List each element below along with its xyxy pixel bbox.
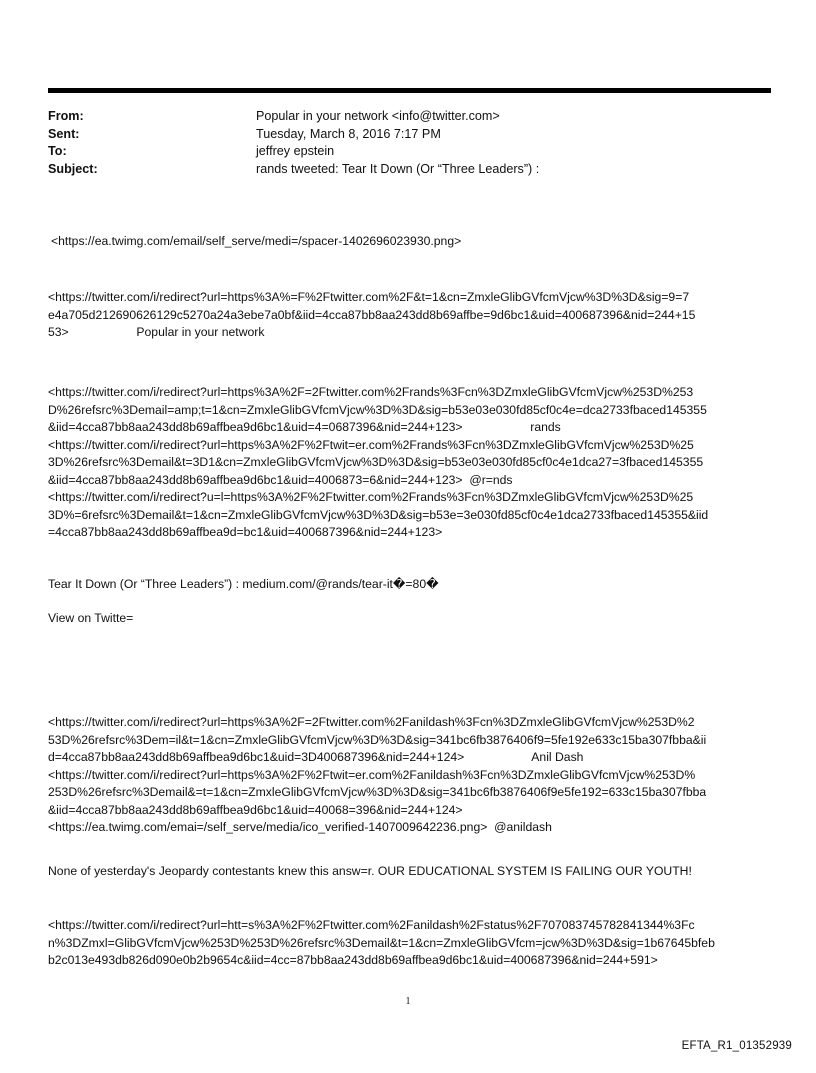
to-label: To:	[48, 144, 67, 158]
anildash-line: &iid=4cca87bb8aa243dd8b69affbea9d6bc1&uid=40068=396&nid=244+124>	[48, 802, 463, 817]
status-line: n%3DZmxl=GlibGVfcmVjcw%253D%253D%26refsrc%3Demail&t=1&cn=ZmxleGlibGVfcm=jcw%3D%3D&sig=1b67645bfeb	[48, 935, 715, 950]
subject-value: rands tweeted: Tear It Down (Or “Three Leaders”) :	[256, 161, 540, 176]
sent-value: Tuesday, March 8, 2016 7:17 PM	[256, 126, 441, 141]
rands-line: <https://twitter.com/i/redirect?url=https%3A%2F%2Ftwit=er.com%2Frands%3Fcn%3DZmxleGlibGVfcmVjcw%253D%25	[48, 437, 694, 452]
view-on-twitter-link: View on Twitte=	[48, 611, 134, 625]
email-header	[48, 108, 771, 178]
anildash-line: 253D%26refsrc%3Demail&=t=1&cn=ZmxleGlibGVfcmVjcw%3D%3D&sig=341bc6fb3876406f9e5fe192=633c15ba307fbba	[48, 785, 707, 799]
from-value: Popular in your network <info@twitter.com>	[256, 109, 500, 123]
header-divider	[48, 88, 771, 93]
subject-row	[48, 161, 771, 179]
spacer-link	[51, 233, 781, 251]
from-row	[48, 108, 771, 126]
anildash-line: d=4cca87bb8aa243dd8b69affbea9d6bc1&uid=3D400687396&nid=244+124> Anil Dash	[48, 750, 584, 764]
rands-line: &iid=4cca87bb8aa243dd8b69affbea9d6bc1&uid=4006873=6&nid=244+123> @r=nds	[48, 472, 513, 487]
rands-line: <https://twitter.com/i/redirect?url=https%3A%2F=2Ftwitter.com%2Frands%3Fcn%3DZmxleGlibGVfcmVjcw%253D%253	[48, 385, 694, 399]
sent-label: Sent:	[48, 126, 80, 141]
to-row	[48, 143, 771, 161]
jeopardy-text	[48, 863, 778, 881]
from-label: From:	[48, 109, 84, 123]
subject-label: Subject:	[48, 161, 98, 176]
to-value: jeffrey epstein	[256, 144, 335, 158]
rands-line: <https://twitter.com/i/redirect?u=l=https%3A%2F%2Ftwitter.com%2Frands%3Fcn%3DZmxleGlibGVfcmVjcw%253D%25	[48, 490, 694, 504]
tweet-line: Tear It Down (Or “Three Leaders”) : medium.com/@rands/tear-it�=80�	[48, 577, 439, 591]
anildash-line: <https://ea.twimg.com/emai=/self_serve/media/ico_verified-1407009642236.png> @anildash	[48, 820, 552, 834]
status-line: b2c013e493db826d090e0b2b9654c&iid=4cc=87bb8aa243dd8b69affbea9d6bc1&uid=400687396&nid=244+591>	[48, 953, 658, 967]
anildash-line: <https://twitter.com/i/redirect?url=https%3A%2F=2Ftwitter.com%2Fanildash%3Fcn%3DZmxleGlibGVfcmVjcw%253D%2	[48, 715, 695, 729]
tweet-text	[48, 576, 778, 594]
popular-line: <https://twitter.com/i/redirect?url=https%3A%=F%2Ftwitter.com%2F&t=1&cn=ZmxleGlibGVfcmVjcw%3D%3D&sig=9=7	[48, 290, 690, 304]
rands-line: =4cca87bb8aa243dd8b69affbea9d=bc1&uid=400687396&nid=244+123>	[48, 525, 443, 539]
sent-row	[48, 126, 771, 144]
status-block	[48, 917, 778, 970]
popular-line: e4a705d212690626129c5270a24a3ebe7a0bf&iid=4cca87bb8aa243dd8b69affbe=9d6bc1&uid=400687396&nid=244+15	[48, 307, 696, 322]
bates-number: EFTA_R1_01352939	[681, 1040, 792, 1052]
popular-line: 53> Popular in your network	[48, 325, 265, 339]
rands-line: &iid=4cca87bb8aa243dd8b69affbea9d6bc1&uid=4=0687396&nid=244+123> rands	[48, 420, 561, 434]
rands-block	[48, 384, 778, 542]
popular-block	[48, 289, 778, 342]
view-on-twitter	[48, 610, 778, 628]
status-line: <https://twitter.com/i/redirect?url=htt=s%3A%2F%2Ftwitter.com%2Fanildash%2Fstatus%2F707083745782841344%3Fc	[48, 918, 695, 932]
rands-line: D%26refsrc%3Demail=amp;t=1&cn=ZmxleGlibGVfcmVjcw%3D%3D&sig=b53e03e030fd85cf0c4e=dca2733fbaced145355	[48, 402, 707, 417]
rands-line: 3D%26refsrc%3Demail&t=3D1&cn=ZmxleGlibGVfcmVjcw%3D%3D&sig=b53e03e030fd85cf0c4e1dca27=3fbaced145355	[48, 455, 704, 469]
spacer-link-text: <https://ea.twimg.com/email/self_serve/medi=/spacer-1402696023930.png>	[51, 234, 462, 248]
page-number: 1	[405, 996, 411, 1007]
anildash-line: 53D%26refsrc%3Dem=il&t=1&cn=ZmxleGlibGVfcmVjcw%3D%3D&sig=341bc6fb3876406f9=5fe192e633c15ba307fbba&ii	[48, 732, 707, 747]
anildash-line: <https://twitter.com/i/redirect?url=https%3A%2F%2Ftwit=er.com%2Fanildash%3Fcn%3DZmxleGlibGVfcmVjcw%253D%	[48, 767, 696, 782]
rands-line: 3D%=6refsrc%3Demail&t=1&cn=ZmxleGlibGVfcmVjcw%3D%3D&sig=b53e=3e030fd85cf0c4e1dca2733fbaced145355&iid	[48, 507, 709, 522]
anildash-block	[48, 714, 778, 837]
jeopardy-line: None of yesterday's Jeopardy contestants knew this answ=r. OUR EDUCATIONAL SYSTEM IS FAILING OUR YOUTH!	[48, 864, 692, 878]
